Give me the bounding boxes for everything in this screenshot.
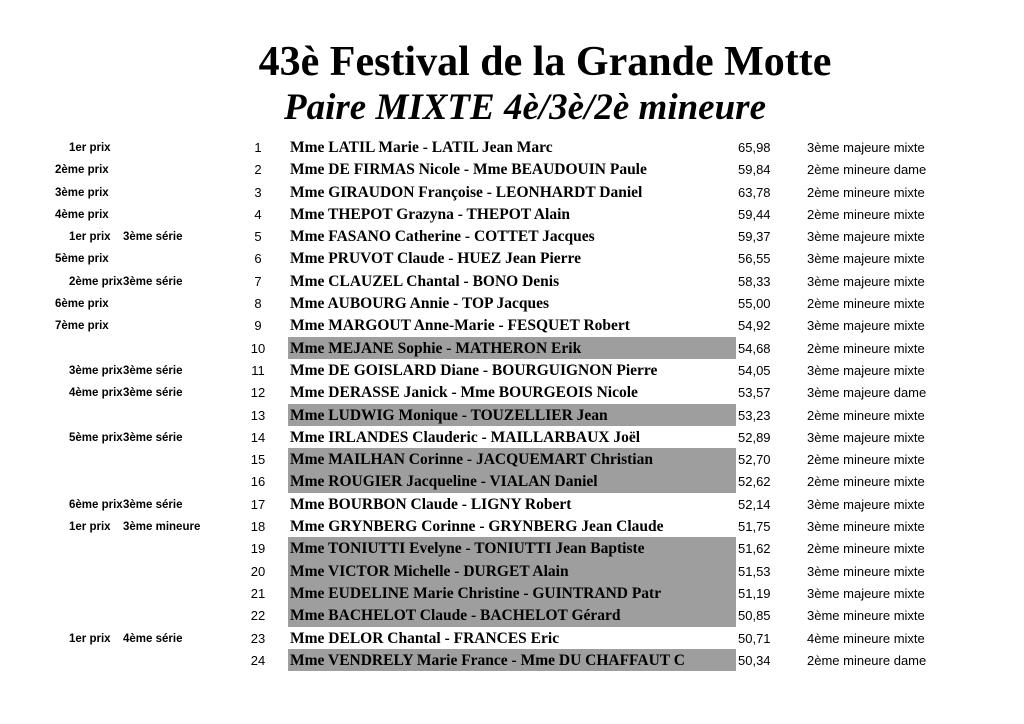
score-value: 50,71 — [738, 630, 771, 646]
score-value: 53,23 — [738, 407, 771, 423]
page-title: 43è Festival de la Grande Motte — [258, 39, 832, 85]
rank-number: 2 — [254, 162, 262, 178]
category-label: 2ème mineure mixte — [807, 541, 925, 557]
table-row — [0, 604, 1024, 626]
table-row — [0, 404, 1024, 426]
pair-names: Mme PRUVOT Claude - HUEZ Jean Pierre — [290, 250, 581, 268]
category-label: 3ème majeure mixte — [807, 251, 925, 267]
prize-label: 2ème prix — [69, 275, 123, 288]
table-row — [0, 136, 1024, 158]
rank-number: 21 — [250, 585, 266, 601]
table-row — [0, 203, 1024, 225]
prize-label: 5ème prix — [55, 253, 109, 266]
rank-number: 22 — [250, 608, 266, 624]
pair-names: Mme TONIUTTI Evelyne - TONIUTTI Jean Baptiste — [288, 537, 736, 559]
results-table — [0, 136, 1024, 671]
rank-number: 15 — [250, 452, 266, 468]
pair-names: Mme IRLANDES Clauderic - MAILLARBAUX Joël — [290, 428, 641, 446]
table-row — [0, 337, 1024, 359]
category-label: 3ème majeure mixte — [807, 273, 925, 289]
series-label: 4ème série — [123, 632, 183, 645]
table-row — [0, 582, 1024, 604]
pair-names: Mme BOURBON Claude - LIGNY Robert — [290, 495, 572, 513]
score-value: 59,84 — [738, 162, 771, 178]
score-value: 51,75 — [738, 519, 771, 535]
rank-number: 19 — [250, 541, 266, 557]
series-label: 3ème mineure — [123, 521, 201, 534]
series-label: 3ème série — [123, 364, 183, 377]
category-label: 3ème mineure mixte — [807, 563, 925, 579]
pair-names: Mme THEPOT Grazyna - THEPOT Alain — [290, 205, 571, 223]
rank-number: 24 — [250, 652, 266, 668]
score-value: 55,00 — [738, 296, 771, 312]
table-row — [0, 627, 1024, 649]
rank-number: 8 — [254, 296, 262, 312]
score-value: 54,68 — [738, 340, 771, 356]
prize-label: 4ème prix — [69, 387, 123, 400]
table-row — [0, 181, 1024, 203]
pair-names: Mme AUBOURG Annie - TOP Jacques — [290, 295, 550, 313]
rank-number: 13 — [250, 407, 266, 423]
rank-number: 3 — [254, 184, 262, 200]
table-row — [0, 292, 1024, 314]
rank-number: 5 — [254, 229, 262, 245]
pair-names: Mme LUDWIG Monique - TOUZELLIER Jean — [288, 404, 736, 426]
category-label: 2ème mineure mixte — [807, 407, 925, 423]
category-label: 3ème mineure mixte — [807, 519, 925, 535]
category-label: 3ème majeure mixte — [807, 318, 925, 334]
rank-number: 11 — [251, 362, 265, 378]
rank-number: 12 — [250, 385, 266, 401]
table-row — [0, 448, 1024, 470]
pair-names: Mme DE GOISLARD Diane - BOURGUIGNON Pierre — [290, 361, 658, 379]
rank-number: 4 — [254, 206, 262, 222]
category-label: 3ème majeure mixte — [807, 429, 925, 445]
score-value: 50,34 — [738, 652, 771, 668]
series-label: 3ème série — [123, 275, 183, 288]
table-row — [0, 247, 1024, 269]
rank-number: 1 — [254, 140, 262, 155]
prize-label: 6ème prix — [55, 298, 109, 311]
pair-names: Mme BACHELOT Claude - BACHELOT Gérard — [288, 604, 736, 626]
pair-names: Mme MARGOUT Anne-Marie - FESQUET Robert — [290, 317, 630, 335]
score-value: 52,14 — [738, 496, 771, 512]
category-label: 2ème mineure mixte — [807, 452, 925, 468]
score-value: 65,98 — [738, 140, 771, 155]
table-row — [0, 649, 1024, 671]
prize-label: 1er prix — [69, 231, 111, 244]
score-value: 52,62 — [738, 474, 771, 490]
prize-label: 6ème prix — [69, 498, 123, 511]
pair-names: Mme DELOR Chantal - FRANCES Eric — [290, 629, 560, 647]
category-label: 2ème mineure mixte — [807, 184, 925, 200]
category-label: 3ème majeure mixte — [807, 140, 925, 155]
pair-names: Mme DERASSE Janick - Mme BOURGEOIS Nicole — [290, 384, 638, 402]
pair-names: Mme FASANO Catherine - COTTET Jacques — [290, 228, 595, 246]
pair-names: Mme LATIL Marie - LATIL Jean Marc — [290, 139, 553, 156]
prize-label: 2ème prix — [55, 164, 109, 177]
prize-label: 3ème prix — [69, 364, 123, 377]
table-row — [0, 225, 1024, 247]
category-label: 2ème mineure mixte — [807, 206, 925, 222]
category-label: 3ème majeure mixte — [807, 496, 925, 512]
table-row — [0, 560, 1024, 582]
prize-label: 1er prix — [69, 632, 111, 645]
rank-number: 18 — [250, 519, 266, 535]
pair-names: Mme GIRAUDON Françoise - LEONHARDT Daniel — [290, 183, 643, 201]
category-label: 3ème mineure mixte — [807, 608, 925, 624]
pair-names: Mme EUDELINE Marie Christine - GUINTRAND Patr — [288, 582, 736, 604]
table-row — [0, 426, 1024, 448]
rank-number: 17 — [250, 496, 266, 512]
rank-number: 10 — [250, 340, 266, 356]
prize-label: 1er prix — [69, 142, 111, 154]
page-subtitle: Paire MIXTE 4è/3è/2è mineure — [284, 87, 766, 128]
prize-label: 4ème prix — [55, 208, 109, 221]
category-label: 2ème mineure mixte — [807, 296, 925, 312]
table-row — [0, 493, 1024, 515]
rank-number: 20 — [250, 563, 266, 579]
series-label: 3ème série — [123, 231, 183, 244]
category-label: 4ème mineure mixte — [807, 630, 925, 646]
category-label: 3ème majeure mixte — [807, 585, 925, 601]
table-row — [0, 359, 1024, 381]
score-value: 51,53 — [738, 563, 771, 579]
rank-number: 6 — [254, 251, 262, 267]
prize-label: 5ème prix — [69, 431, 123, 444]
score-value: 54,92 — [738, 318, 771, 334]
table-row — [0, 515, 1024, 537]
prize-label: 1er prix — [69, 521, 111, 534]
series-label: 3ème série — [123, 498, 183, 511]
score-value: 51,62 — [738, 541, 771, 557]
pair-names: Mme MAILHAN Corinne - JACQUEMART Christian — [288, 448, 736, 470]
category-label: 3ème majeure mixte — [807, 362, 925, 378]
rank-number: 16 — [250, 474, 266, 490]
score-value: 54,05 — [738, 362, 771, 378]
score-value: 59,37 — [738, 229, 771, 245]
table-row — [0, 270, 1024, 292]
pair-names: Mme CLAUZEL Chantal - BONO Denis — [290, 272, 560, 290]
prize-label: 7ème prix — [55, 320, 109, 333]
table-row — [0, 158, 1024, 180]
pair-names: Mme GRYNBERG Corinne - GRYNBERG Jean Claude — [290, 518, 664, 536]
score-value: 63,78 — [738, 184, 771, 200]
rank-number: 23 — [250, 630, 266, 646]
category-label: 2ème mineure mixte — [807, 340, 925, 356]
pair-names: Mme MEJANE Sophie - MATHERON Erik — [288, 337, 736, 359]
score-value: 52,89 — [738, 429, 771, 445]
score-value: 50,85 — [738, 608, 771, 624]
rank-number: 9 — [254, 318, 262, 334]
score-value: 59,44 — [738, 206, 771, 222]
score-value: 52,70 — [738, 452, 771, 468]
series-label: 3ème série — [123, 431, 183, 444]
table-row — [0, 470, 1024, 492]
score-value: 51,19 — [738, 585, 771, 601]
pair-names: Mme DE FIRMAS Nicole - Mme BEAUDOUIN Paule — [290, 161, 647, 179]
pair-names: Mme VENDRELY Marie France - Mme DU CHAFFAUT C — [288, 649, 736, 671]
prize-label: 3ème prix — [55, 186, 109, 199]
table-row — [0, 537, 1024, 559]
category-label: 2ème mineure dame — [807, 652, 927, 668]
category-label: 3ème majeure dame — [807, 385, 927, 401]
score-value: 58,33 — [738, 273, 771, 289]
rank-number: 7 — [254, 273, 262, 289]
category-label: 3ème majeure mixte — [807, 229, 925, 245]
pair-names: Mme VICTOR Michelle - DURGET Alain — [288, 560, 736, 582]
pair-names: Mme ROUGIER Jacqueline - VIALAN Daniel — [288, 470, 736, 492]
category-label: 2ème mineure dame — [807, 162, 927, 178]
score-value: 56,55 — [738, 251, 771, 267]
category-label: 2ème mineure mixte — [807, 474, 925, 490]
series-label: 3ème série — [123, 387, 183, 400]
table-row — [0, 381, 1024, 403]
rank-number: 14 — [250, 429, 266, 445]
score-value: 53,57 — [738, 385, 771, 401]
table-row — [0, 314, 1024, 336]
